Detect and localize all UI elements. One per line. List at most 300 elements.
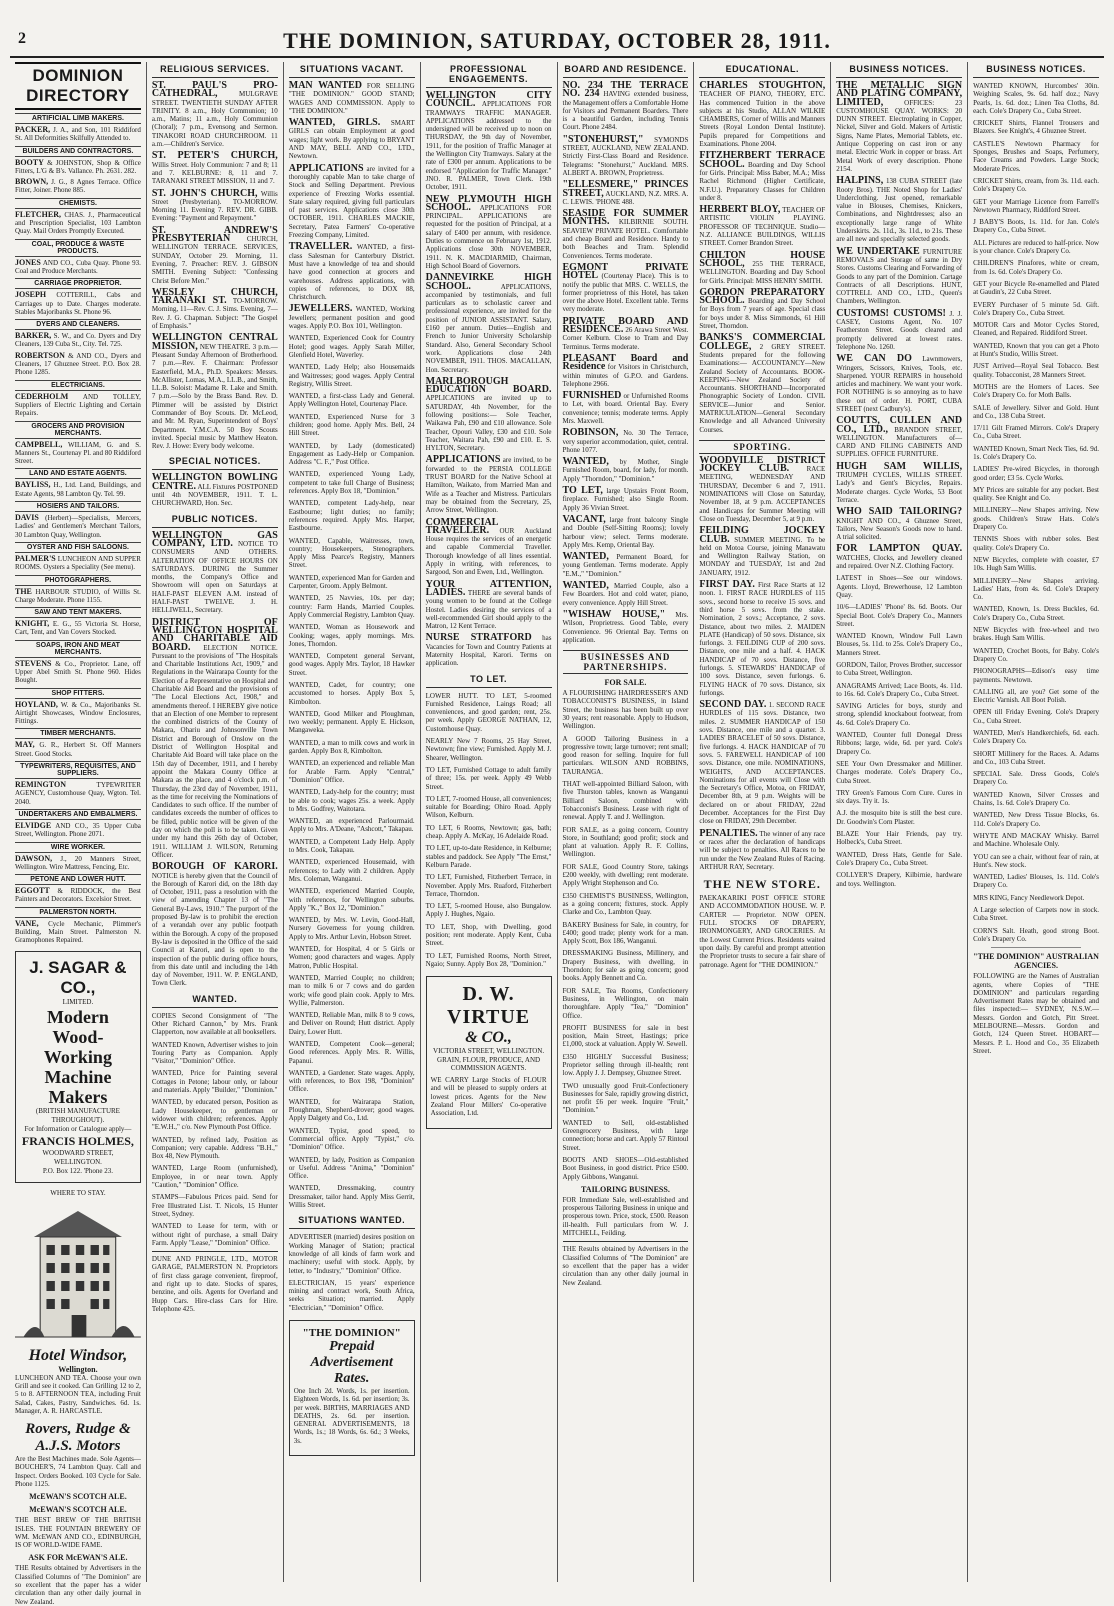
situation-wanted-item: WANTED, Competent Cook—general; Good references. Apply Mrs. R. Willis, Papanui.	[288, 1039, 415, 1065]
situation-lead: TRAVELLER.	[288, 241, 353, 253]
situation-text: WANTED, a first-class Salesman for Canterbury District. Must have a knowledge of tea and should have good connection at grocers and warehouses. Address applications, with copies of references, to DOX 88, Christchurch.	[288, 243, 415, 302]
situation-wanted-item: WANTED, Experienced Cook for Country Hotel; good wages. Apply Sarah Miller, Glenfield Hotel, Waverley.	[288, 334, 415, 359]
sagar-british: (BRITISH MANUFACTURE THROUGHOUT).	[35, 1106, 120, 1124]
business-notice-2-item: ALL Pictures are reduced to half-price. Now is your chance. Cole's Drapery Co.	[973, 238, 1099, 256]
agencies-head: "THE DOMINION" AUSTRALIAN AGENCIES.	[973, 952, 1099, 971]
situation-wanted-item: WANTED, Reliable Man, milk 8 to 9 cows, and Deliver on Round; Hutt district. Apply Dairy, Lower Hutt.	[288, 1011, 415, 1036]
business-notice-2-item: MILLINERY—New Shapes arriving. New goods. Children's Straw Hats. Cole's Drapery Co.	[973, 506, 1099, 532]
situation-lead: WANTED, GIRLS.	[288, 117, 381, 129]
educational-lead: GORDON PREPARATORY SCHOOL.	[699, 286, 826, 307]
situation-wanted-item: WANTED, experienced Young Lady, competent to take full Charge of Business; references. Apply Box 18, "Dominion."	[288, 470, 415, 496]
board-item	[563, 181, 689, 206]
business-text: WATCHES, Clocks, and Jewellery cleaned and repaired. Over N.Z. Clothing Factory.	[836, 553, 963, 571]
business-item	[836, 460, 963, 504]
board-lead: ROBINSON,	[562, 427, 619, 439]
situation-lead: MAN WANTED	[288, 80, 363, 91]
sit-wanted-head: SITUATIONS WANTED.	[289, 1213, 415, 1229]
sport-text: The winner of any race or races after the declaration of handicaps will be subject to penalties. All Races to be run under the New Zealand Rules of Racing. ARTHUR RAY, Secretary.	[699, 829, 826, 871]
professional-item	[425, 578, 552, 631]
educational-text: 255 THE TERRACE, WELLINGTON. Boarding and Day School for Girls. Principal: MISS HENRY SMITH.	[699, 259, 826, 285]
educational-item	[699, 286, 826, 331]
business-lead: WHO SAID TAILORING?	[836, 506, 963, 518]
hotel-ad	[15, 1189, 141, 1415]
directory-entry-name: BAYLISS,	[15, 480, 51, 490]
business-notice-item: COLLYER'S Drapery, Kilbirnie, hardware and toys. Wellington.	[836, 871, 963, 888]
directory-category: SOAPS, IRON AND MEAT MERCHANTS.	[15, 640, 141, 658]
business-notice-2-item: WANTED KNOWN, Hurcombes' 30in. Weighing Scales, 9s. 6d. half doz.; Navy Pearls, 1s. 6d. doz.; Linen Tea Cloths, 8d. each. Cole's Drapery Co., Cuba Street.	[973, 82, 1099, 115]
board-text: by Mother, Single Furnished Room, board, for lady, for month. Apply "Thorndon," "Dominion."	[562, 458, 689, 483]
business-text: J. J. CASEY, Customs Agent, No. 107 Featherston Street. Goods cleared and promptly delivered at lowest rates. Telephone No. 1260.	[836, 309, 963, 351]
business-notice-2-item: NEW Bicycles with free-wheel and two brakes. Hugh Sam Willis.	[973, 626, 1099, 643]
sport-text: RACE MEETING, WEDNESDAY AND THURSDAY, December 6 and 7, 1911. NOMINATIONS will Close on Saturday, November 18, at 9 p.m. ACCEPTANCES and Handicaps for Summer Meeting will Close on Tuesday, December 5, at 9 p.m.	[699, 465, 826, 523]
business-notice-item: WANTED, Dress Hats, Gentle for Sale. Cole's Drapery Co., Cuba Street.	[836, 850, 963, 867]
directory-entry-text: AND CO., Cuba Quay. Phone 93. Coal and Produce Merchants.	[15, 258, 141, 275]
directory-entry	[15, 555, 141, 572]
column-educational	[694, 62, 831, 1582]
directory-entry	[15, 514, 141, 539]
business-notice-2-item: OPEN till Friday Evening. Cole's Drapery Co., Cuba Street.	[973, 708, 1099, 725]
educational-lead: BANKS'S COMMERCIAL COLLEGE,	[699, 332, 826, 352]
board-lead: WANTED,	[562, 456, 609, 468]
column-religious	[147, 62, 284, 1582]
business-head-1: BUSINESS NOTICES.	[836, 62, 962, 78]
board-lead: VACANT,	[562, 513, 606, 525]
business-notice-2-item: J BABY'S Boots, 1s. 11d. for Jan. Cole's Drapery Co., Cuba Street.	[973, 218, 1099, 235]
educational-items	[699, 82, 825, 434]
situation-item	[289, 82, 415, 115]
hotel-where: WHERE TO STAY.	[50, 1188, 106, 1197]
professional-text: APPLICATIONS are invited up to SATURDAY, 4th November, for the following positions:— Sole Teacher, Waikawa Pah, £90 and £10 allowance. Sole Teacher, Opouri Valley, £30 and £10. Sole Teacher, Waitara Pah, £90 and £10. E. S. HYLTON, Secretary.	[425, 394, 552, 453]
business-notice-2-item: SPECIAL Sale. Dress Goods, Cole's Drapery Co.	[973, 770, 1099, 787]
situation-wanted-item: WANTED, experienced Housemaid, with references; to Lady with 2 children. Apply Mrs. Coleman, Wanganui.	[288, 858, 415, 883]
to-let-item: TO LET, Shop, with Dwelling, good position; rent moderate. Apply Kent, Cuba Street.	[425, 922, 552, 948]
educational-text: 2 GREY STREET. Students prepared for the following Examinations:— ACCOUNTANCY—New Zealand Society of Accountants. BOOK-KEEPING—New Zealand Society of Accountants. SHORTHAND—Incorporated Phonographic Society of London. CIVIL SERVICE—Junior and Senior. MATRICULATION—General Secondary Knowledge and all Advanced University Courses.	[699, 342, 826, 434]
board-item	[562, 133, 689, 177]
public-items	[151, 529, 278, 988]
board-text: for Visitors in Christchurch, within minutes of G.P.O. and Gardens. Telephone 2966.	[562, 363, 689, 388]
column-business-1	[831, 62, 968, 1582]
to-let-item: TO LET, 6 Rooms, Newtown; gas, bath; cheap. Apply A. McKay, 16 Adelaide Road.	[425, 823, 552, 841]
business-notice-2-item: WANTED, Known that you can get a Photo at Hunt's Studio, Willis Street.	[973, 341, 1099, 359]
to-let-item: LOWER HUTT. TO LET, 5-roomed Furnished Residence, Laings Road; all conveniences, and good garden; rent, 25s. per week. Apply GEORGE NATHAN, 12, Customhouse Quay.	[425, 691, 552, 733]
board-item	[563, 458, 689, 483]
religious-lead: ST. JOHN'S CHURCH,	[151, 187, 258, 199]
professional-item	[426, 634, 552, 667]
sagar-wood: Wood-Working	[43, 1026, 112, 1067]
directory-entry-name: CEDERHOLM	[15, 391, 69, 401]
religious-lead: ST. ANDREW'S PRESBYTERIAN	[151, 224, 278, 245]
business-item	[836, 245, 963, 306]
directory-entry-text: S. W., and Co. Dyers and Dry Cleaners, 139 Cuba St., City. Tel. 725.	[15, 332, 141, 349]
directory-entry-text: AND TOLLEY, Suppliers of Electric Lighting and Certain Repairs.	[15, 392, 141, 418]
board-lead: EGMONT PRIVATE HOTEL	[562, 261, 689, 282]
sport-text: 1. SECOND RACE HURDLES of 115 sovs. Distance, two miles. 2. SUMMER HANDICAP of 150 sovs. Distance, one mile and a quarter. 3. LADIES' BRACELET of 50 sovs. Distance, five furlongs. 4. HACK HANDICAP of 70 sovs. 5. FAREWELL HANDICAP of 100 sovs. Distance, one mile. NOMINATIONS, WEIGHTS, AND ACCEPTANCES. Nominations for all events will Close with the Secretary's Office, Motoa, on FRIDAY, December 8th, at 9 p.m. Weights will be declared on or about FRIDAY, 22nd December. Acceptances for the First Day close on FRIDAY, 29th December.	[699, 701, 826, 826]
board-item	[563, 429, 689, 454]
sagar-limited: LIMITED.	[62, 997, 94, 1006]
board-text: or Unfurnished Rooms to Let, with board. Oriental Bay. Every convenience; tennis; moderate terms. Apply Mrs. Maxwell.	[562, 392, 689, 425]
directory-category: TIMBER MERCHANTS.	[15, 728, 141, 739]
directory-entry	[15, 660, 141, 685]
directory-category: LAND AND ESTATE AGENTS.	[15, 468, 141, 479]
newspaper-title: THE DOMINION, SATURDAY, OCTOBER 28, 1911.	[283, 28, 831, 53]
business-lead: HALPINS,	[836, 175, 884, 187]
board-item	[563, 210, 689, 260]
directory-entry-text: W. & Co., Majoribanks St. Airtight Showcases, Window Enclosures, Fittings.	[15, 700, 141, 726]
directory-entry	[15, 481, 141, 498]
directory-entry-name: HOYLAND,	[15, 699, 58, 709]
directory-entry-text: & RIDDOCK, the Best Painters and Decorators. Excelsior Street.	[15, 887, 141, 904]
special-lead: WELLINGTON BOWLING CENTRE.	[151, 472, 278, 492]
sit-wanted-items	[289, 1233, 415, 1312]
situations-items	[289, 82, 415, 330]
situation-wanted-item: WANTED, Married Couple; no children; man to milk 6 or 7 cows and do garden work; wife good plain cook. Apply to Mrs. Wyllie, Palmerston.	[288, 973, 415, 1007]
business-item	[836, 82, 962, 173]
board-text: Permanent Board, for young Gentleman. Terms moderate. Apply "E.M.," "Dominion."	[562, 553, 689, 578]
public-lead: WELLINGTON GAS COMPANY, LTD.	[151, 529, 278, 549]
directory-entry-text: G. R., Herbert St. Off Manners Street. Good Stocks.	[15, 741, 141, 758]
educational-item	[699, 82, 825, 148]
sagar-ad	[15, 951, 141, 1183]
directory-category: TYPEWRITERS, REQUISITES, AND SUPPLIERS.	[15, 761, 141, 779]
directory-entry-text: TYPEWRITER AGENCY, Customhouse Quay, Wgton. Tel. 2040.	[15, 781, 141, 806]
business-notice-2-item: CASTLE'S Newtown Pharmacy for Sponges, Brushes and Soaps, Perfumery, Face Creams and Powders. Large Stock; Moderate Prices.	[973, 139, 1099, 173]
biz-item: TWO unusually good Fruit-Confectionery Businesses for Sale, rapidly growing district, net profit £6 per week. Inquire "Fruit," "Dominion."	[562, 1081, 689, 1115]
board-text: No. 30 The Terrace, very superior accommodation, quiet, central. Phone 1077.	[562, 429, 689, 454]
situation-item	[288, 162, 415, 240]
public-item	[151, 616, 278, 860]
board-item	[563, 487, 689, 512]
situation-wanted-item: WANTED, an experienced Parlourmaid. Apply to Mrs. A'Deane, "Ashcott," Takapau.	[288, 817, 415, 834]
hotel-details: LUNCHEON AND TEA. Choose your own Grill and see it cooked. Can Grilling 12 to 2, 5 to 8. AFTERNOON TEA, including Fruit Salad, Cakes, Pastry, Sandwiches. 6d. 1s. Manager, A. R. HARCASTLE.	[15, 1373, 141, 1415]
rates-text: One Inch 2d. Words, 1s. per insertion. Eighteen Words, 1s. 6d. per insertion; 3s. per week. BIRTHS, MARRIAGES AND DEATHS, 2s. 6d. per insertion. GENERAL ADVERTISEMENTS, 18 Words, 1s.; 18 Words, 6s. 6d.; 3 Weeks, 3s.	[293, 1387, 410, 1445]
situation-wanted-item: WANTED, Competent general Servant, good wages. Apply Mrs. Taylor, 18 Hawker Street.	[288, 652, 415, 677]
business-notice-2-item: EVERY Purchaser of 5 minute 5d. Gift. Cole's Drapery Co., Cuba Street.	[973, 300, 1099, 317]
biz-item: BOOTS AND SHOES—Old-established Boot Business, in good district. Price £500. Apply Gibbons, Wanganui.	[562, 1155, 689, 1181]
situation-item	[289, 305, 415, 330]
rates-title: "THE DOMINION"	[302, 1327, 401, 1339]
educational-item	[699, 206, 825, 247]
hotel-city: Wellington.	[58, 1364, 98, 1374]
business-lead: CUSTOMS! CUSTOMS!	[836, 307, 946, 319]
situation-wanted-item: WANTED, Dressmaking, country Dressmaker, tailor hand. Apply Miss Gerrit, Willis Street.	[288, 1184, 415, 1210]
educational-text: TEACHER OF PIANO, THEORY, ETC. Has commenced Tuition in the above subjects at his Studio, ALLAN WILKIE CHAMBERS, Corner of Willis and Manners Streets (Royal London Dental Institute). Pupils prepared for Competitions and Examinations. Phone 2004.	[699, 90, 826, 149]
directory-entry	[15, 352, 141, 377]
board-lead: NO. 234 THE TERRACE NO. 234	[562, 80, 689, 100]
sport-item	[699, 454, 826, 523]
directory-category: CHEMISTS.	[15, 198, 141, 209]
wanted-items	[152, 1012, 278, 1247]
sport-lead: WOODVILLE DISTRICT JOCKEY CLUB.	[699, 454, 826, 475]
tailor-head: TAILORING BUSINESS.	[581, 1184, 670, 1194]
biz-item: WANTED to Sell, old-established Greengrocery Business, with large connection; horse and cart. Apply 57 Rintoul Street.	[562, 1118, 689, 1152]
board-text: HAVING extended business, the Management offers a Comfortable Home for Visitors and Permanent Boarders. There is a beautiful Garden, including Tennis Court. Phone 2484.	[562, 90, 689, 132]
situation-wanted-item: WANTED, for Wairarapa Station, Ploughman, Shepherd-drover; good wages. Apply Dalgety and Co., Ltd.	[288, 1097, 415, 1123]
sagar-address: WOODWARD STREET, WELLINGTON.	[42, 1148, 114, 1166]
business-notice-2-item: WANTED, Ladies' Blouses, 1s. 11d. Cole's Drapery Co.	[973, 873, 1099, 890]
religious-lead: WESLEY CHURCH, TARANAKI ST.	[151, 286, 278, 307]
biz-item: £350 HIGHLY Successful Business; Proprietor selling through ill-health; rent low. Apply J. J. Dempsey, Ghuznee Street.	[562, 1052, 689, 1078]
business-item	[836, 307, 963, 351]
biz-head: BUSINESSES AND PARTNERSHIPS.	[563, 650, 689, 674]
directory-entry	[15, 393, 141, 418]
board-lead: "WISHAW HOUSE,"	[562, 608, 666, 620]
business-text: BRANDON STREET, WELLINGTON. Manufacturers of— CARD AND FILING CABINETS AND SUPPLIES. OFFICE FURNITURE.	[836, 425, 963, 459]
business-lead: THE METALLIC SIGN AND PLATING COMPANY, LIMITED,	[836, 80, 963, 108]
sport-lead: FEILDING JOCKEY CLUB.	[699, 525, 826, 545]
directory-entry-text: COTTERILL, Cabs and Carriages up to Date. Charges moderate. Stables Majoribanks St. Phone 96.	[15, 291, 141, 316]
directory-title: DOMINION DIRECTORY	[15, 62, 141, 110]
business-text: TRIUMPH CYCLES, WILLIS STREET. Lady's and Gent's Bicycles, Repairs. Moderate charges. Cycle Works, 53 Boot Terrace.	[836, 471, 963, 504]
business-notice-item: BLAZE Your Hair Friends, pay try. Holbeck's, Cuba Street.	[836, 830, 963, 847]
board-text: Mrs. Wilson, Proprietress. Good Table, every Convenience. 96 Oriental Bay. Terms on application.	[562, 610, 689, 644]
hotel-illustration	[15, 1197, 141, 1347]
business-item	[836, 417, 962, 458]
directory-category: COAL, PRODUCE & WASTE PRODUCTS.	[15, 239, 141, 257]
public-lead: DISTRICT OF WELLINGTON HOSPITAL AND CHARITABLE AID BOARD.	[151, 616, 278, 653]
business-notice-2-item: WANTED, New Dress Tissue Blocks, 6s. 11d. Cole's Drapery Co.	[973, 811, 1099, 828]
situation-wanted-item: WANTED, competent Lady-help, near Eastbourne; light duties; no family; references required. Apply Mrs. Harper, Eastbourne.	[288, 499, 415, 533]
business-notice-2-item: WANTED Known, Silver Crosses and Chains, 1s. 6d. Cole's Drapery Co.	[973, 790, 1099, 808]
directory-entry-name: EGGOTT	[15, 886, 50, 896]
business-notice-2-item: MOTOR Cars and Motor Cycles Stored, Cleaned, and Repaired. Riddiford Street.	[973, 321, 1099, 338]
situation-wanted-item: WANTED, a man to milk cows and work in garden. Apply Box 8, Kimbolton.	[288, 738, 415, 756]
educational-item	[699, 152, 825, 202]
business-notice-2-item: LADIES' Pre-wired Bicycles, in thorough good order; £3 5s. Cycle Works.	[973, 465, 1099, 482]
sport-item	[699, 827, 826, 871]
situation-item	[289, 119, 415, 160]
board-item	[563, 582, 689, 607]
mcewan-text: THE BEST BREW OF THE BRITISH ISLES. THE FOUNTAIN BREWERY OF WM. McEWAN AND CO., EDINBURGH, IS OF WORLD-WIDE FAME.	[15, 1516, 141, 1550]
to-let-item: TO LET, 7-roomed House, all conveniences; suitable for Boarding; Ohiro Road. Apply Wilson, Kelburn.	[425, 794, 552, 820]
biz-item: A GOOD Tailoring Business in a progressive town; large turnover; rent small; good reason for selling. Inquire for full particulars. WILSON AND ROBBINS, TAURANGA.	[562, 734, 689, 776]
board-lead: "STONEHURST,"	[562, 133, 644, 145]
columns	[10, 62, 1104, 1606]
sport-lead: FIRST DAY.	[699, 579, 755, 591]
directory-entry	[15, 159, 141, 176]
board-lead: WANTED,	[562, 551, 609, 563]
directory-category: PALMERSTON NORTH.	[15, 907, 141, 918]
public-head: PUBLIC NOTICES.	[152, 512, 278, 528]
educational-head: EDUCATIONAL.	[699, 62, 825, 78]
directory-entry	[15, 211, 141, 236]
rovers-text: Are the Best Machines made. Sole Agents—BOUCHER'S, 74 Lambton Quay. Call and Inspect. Orders Booked. 103 Cycle for Sale. Phone 1125.	[15, 1455, 141, 1488]
business-notice-item: TRY Green's Famous Corn Cure. Cures in six days. Try it. 1s.	[836, 788, 963, 806]
board-text: Married Couple, also a Few Boarders. Hot and cold water, piano, every convenience. Apply Hill Street.	[562, 582, 689, 607]
business-notice-2-item: WANTED Known, Smart Neck Ties, 6d. 9d. 1s. Cole's Drapery Co.	[973, 444, 1099, 461]
tailor-text: FOR Immediate Sale, well-established and prosperous Tailoring Business in unique and prosperous town. Price, stock, £500. Reason ill-health. Full particulars from W. J. MITCHELL, Feilding.	[562, 1195, 689, 1238]
educational-item	[699, 249, 826, 285]
masthead-rule	[10, 56, 1104, 58]
business-notice-2-item: WANTED, Known, 1s. Dress Buckles, 6d. Cole's Drapery Co., Cuba Street.	[973, 605, 1099, 622]
professional-lead: MARLBOROUGH EDUCATION BOARD.	[425, 375, 552, 396]
situation-lead: JEWELLERS.	[288, 303, 353, 315]
educational-lead: CHARLES STOUGHTON,	[699, 80, 826, 91]
mcewan-line1: McEWAN'S SCOTCH ALE.	[29, 1492, 127, 1502]
directory-entry-text: (Herbert)—Specialists, Mercers, Ladies' and Gentlemen's Merchant Tailors, 30 Lambton Quay, Wellington.	[15, 514, 141, 539]
directory-entry-text: HARBOUR STUDIO, of Willis St. Charge Moderate. Phone 1155.	[15, 587, 141, 604]
board-lead: TO LET,	[562, 485, 603, 497]
rovers-title: Rovers, Rudge &	[25, 1421, 131, 1438]
situation-text: WANTED, Working Jewellers; permanent position and good wages. Apply P.O. Box 101, Wellington.	[288, 305, 415, 331]
religious-item	[152, 82, 278, 148]
business-item	[836, 355, 962, 413]
business-notice-2-item: CHILDREN'S Pinafores, white or cream, from 1s. 6d. Cole's Drapery Co.	[973, 259, 1099, 276]
professional-item	[426, 456, 552, 514]
directory-entry-name: ROBERTSON	[15, 350, 65, 360]
biz-sub: FOR SALE.	[604, 678, 647, 688]
public-item	[151, 529, 278, 615]
directory-entry	[15, 588, 141, 605]
board-lead: "ELLESMERE," PRINCES STREET,	[562, 179, 689, 199]
wanted-item: WANTED, by refined lady, Position as Companion; very capable. Address "B.H.," Box 48, New Plymouth.	[151, 1135, 278, 1161]
special-items	[152, 474, 278, 507]
business-lead: WE CAN DO	[836, 353, 912, 365]
virtue-co: & CO.,	[465, 1029, 512, 1047]
situation-wanted-item: WANTED, an experienced and reliable Man for Arable Farm. Apply "Central," "Dominion" Office.	[288, 759, 415, 784]
directory-entry-name: REMINGTON	[15, 780, 66, 790]
business-notice-2-item: SALE of Jewellery. Silver and Gold. Hunt and Co., 138 Cuba Street.	[973, 403, 1099, 420]
religious-item	[152, 152, 278, 185]
educational-text: Boarding and Day School for Girls. Principal: Miss Baber, M.A.; Miss Rachel Richmond (Higher Certificate, N.F.U.). Preparatory Classes for Children under 8.	[699, 160, 826, 202]
situation-text: FOR SELLING "THE DOMINION." GOOD STAND; WAGES AND COMMISSION. Apply to "THE DOMINION."	[288, 82, 415, 115]
situation-wanted-item: WANTED, a Gardener. State wages. Apply, with references, to Box 198, "Dominion" Office.	[288, 1068, 415, 1094]
situation-wanted-item: WANTED, Typist, good speed, to Commercial office. Apply "Typist," c/o. "Dominion" Office.	[288, 1126, 415, 1152]
business-notice-2-item: TENNIS Shoes with rubber soles. Best quality. Cole's Drapery Co.	[973, 535, 1099, 552]
to-let-items	[426, 692, 552, 969]
to-let-item: TO LET, Furnished Rooms, North Street, Ngaio; Sunny. Apply Box 28, "Dominion."	[425, 951, 552, 968]
educational-text: TEACHER OF ARTISTIC VIOLIN PLAYING. PROFESSOR OF TECHNIQUE. Studio—N.Z. ALLIANCE BUILDINGS, WILLIS STREET. Corner Brandon Street.	[699, 206, 826, 248]
educational-lead: FITZHERBERT TERRACE SCHOOL.	[699, 150, 826, 170]
professional-item	[425, 375, 552, 453]
public-lead: BOROUGH OF KARORI.	[151, 861, 278, 873]
sport-item	[699, 527, 825, 577]
wanted-head: WANTED.	[152, 992, 278, 1008]
store-head: THE NEW STORE.	[703, 877, 821, 892]
directory-entry-name: JOSEPH	[15, 290, 47, 300]
business-head-2: BUSINESS NOTICES.	[973, 62, 1099, 78]
religious-text: Willis Street. Holy Communion: 7 and 8; 11 and 7. KELBURNE: 8, 11 and 7. TARANAKI STREET MISSION, 11 and 7.	[151, 160, 278, 186]
professional-head: PROFESSIONAL ENGAGEMENTS.	[426, 62, 552, 88]
religious-text: Willis Street (Presbyterian). TO-MORROW. Morning 11. Evening 7. REV. DR. GIBB. Evening: "Payment and Repayment."	[151, 189, 278, 223]
directory-entry-name: BOOTY	[15, 157, 44, 167]
sagar-modern: Modern	[46, 1006, 109, 1027]
directory-entry-name: ELVIDGE	[15, 820, 52, 830]
business-notice-2-item: WHYTE AND MACKAY Whisky. Barrel and Machine. Wholesale Only.	[973, 831, 1099, 849]
to-let-item: TO LET, Furnished Cottage to adult family of three; 15s. per week. Apply 49 Webb Street.	[425, 765, 552, 791]
directory-entry	[15, 822, 141, 839]
hotel-name: Hotel Windsor,	[28, 1346, 128, 1364]
directory-entry-name: CAMPBELL,	[15, 439, 63, 449]
situation-item	[289, 243, 415, 301]
board-items	[563, 82, 689, 644]
rovers-sub: A.J.S. Motors	[35, 1438, 121, 1455]
sport-item	[699, 581, 825, 697]
business-notice-2-item: WANTED, Men's Handkerchiefs, 6d. each. Cole's Drapery Co.	[973, 729, 1099, 746]
directory-entry-name: DAWSON,	[15, 853, 53, 863]
directory-entry	[15, 620, 141, 637]
board-item	[562, 261, 689, 314]
situation-text: are invited for a thoroughly capable Man to take charge of Stock and Selling Department. Previous experience of Freezing Works essential. State salary required, giving full particulars of past services. Applications close 30th OCTOBER, 1911. CHARLES MACKIE, Secretary, Patea Farmers' Co-operative Freezing Company, Limited.	[288, 164, 415, 240]
biz-item: FOR SALE, as a going concern, Country Store, in Southland; good profit; stock and plant at valuation. Apply R. F. Collins, Wellington.	[562, 825, 689, 859]
directory-entry-text: J. G., 8 Agnes Terrace. Office Fitter, Joiner. Phone 885.	[15, 178, 141, 195]
business-notice-2-item: 17/11 Gilt Framed Mirrors. Cole's Drapery Co., Cuba Street.	[973, 424, 1099, 441]
board-lead: SEASIDE FOR SUMMER MONTHS.	[562, 208, 689, 228]
religious-text: CHURCH, WELLINGTON TERRACE. SERVICES, SUNDAY, October 29. Morning, 11. Evening, 7. Preacher: REV. J. GIBSON SMITH. Evening Subject: "Confessing Christ Before Men."	[151, 235, 278, 285]
directory-category: BUILDERS AND CONTRACTORS.	[15, 146, 141, 157]
directory-entry	[15, 781, 141, 806]
business-items-1	[836, 82, 962, 570]
religious-text: MULGRAVE STREET. TWENTIETH SUNDAY AFTER TRINITY. 8 a.m., Holy Communion; 10 a.m., Matins; 11 a.m., Holy Communion (Choral); 7 p.m., Evensong and Sermon. TINAKORI ROAD CHURCHROOM. 11 a.m.—Children's Service.	[151, 90, 278, 149]
business-text: KNIGHT AND CO., 4 Ghuznee Street, Tailors, New Season's Goods now to hand. A trial solicited.	[836, 516, 963, 542]
business-notice-2-item: CORN'S Salt. Heath, good strong Boot. Cole's Drapery Co.	[973, 926, 1099, 943]
biz-item: THAT well-appointed Billiard Saloon, with five Thurston tables, known as Wanganui Billiard Saloon, combined with Tobacconist's Business. Lease with right of renewal. Apply T. and J. Wellington.	[562, 780, 689, 822]
professional-text: has Vacancies for Town and Country Patients at Maternity Hospital, Karori. Terms on application.	[425, 634, 552, 668]
directory-category: HOSIERS AND TAILORS.	[15, 501, 141, 512]
directory-category: SHOP FITTERS.	[15, 688, 141, 699]
situation-text: SMART GIRLS can obtain Employment at good wages; light work. By applying to BRYANT AND MAY, BELL AND CO., LTD., Newtown.	[288, 119, 415, 161]
directory-entry-text: H., Ltd. Land, Buildings, and Estate Agents, 98 Lambton Qy. Tel. 99.	[15, 481, 141, 498]
wanted-item: WANTED to Lease for term, with or without right of purchase, a small Dairy Farm. Apply "Lease," "Dominion" Office.	[151, 1222, 278, 1247]
business-notice-item: A.J. the mosquito bite is still the best cure. Dr. Goodwin's Corn Plaster.	[836, 809, 963, 826]
board-item	[562, 352, 689, 388]
directory-entry-name: JONES	[15, 257, 41, 267]
agencies-text: FOLLOWING are the Names of Australian agents, where Copies of "THE DOMINION" and particulars regarding Advertisement Rates may be obtained and files inspected:— SYDNEY, N.S.W.—Messrs. Gordon and Gotch, Pitt Street. MELBOURNE—Messrs. Gordon and Gotch, 124 Queen Street. HOBART—Messrs. P. L. Hood and Co., 35 Elizabeth Street.	[973, 972, 1099, 1055]
board-head: BOARD AND RESIDENCE.	[563, 62, 689, 78]
professional-lead: DANNEVIRKE HIGH SCHOOL.	[425, 272, 552, 292]
directory-entry-name: VANE,	[15, 918, 39, 928]
sagar-agent: FRANCIS HOLMES,	[21, 1133, 134, 1148]
professional-text: APPLICATIONS, accompanied by testimonials, and full particulars as to scholastic career and professional experience, are invited for the position of JUNIOR ASSISTANT. Salary, £160 per annum. Duties—English and French to Junior University Scholarship Standard. Also, General Secondary School work. Applications close 24th NOVEMBER, 1911. THOS. MACALLAN, Hon. Secretary.	[425, 282, 552, 374]
sit-wanted-item: ELECTRICIAN, 15 years' experience mining and contract work, South Africa, seeks Situation; married. Apply "Electrician," "Dominion" Office.	[288, 1278, 415, 1312]
column-board	[558, 62, 695, 1582]
directory-entry	[15, 332, 141, 349]
to-let-head: TO LET.	[426, 672, 552, 688]
business-notice-item: SAVING Articles for boys, sturdy and strong, splendid knockabout footwear, from 4s. 6d. Cole's Drapery Co.	[836, 702, 963, 727]
directory-entry-name: STEVENS	[15, 658, 52, 668]
professional-item	[425, 193, 552, 271]
directory-entry-name: PALMER'S	[15, 553, 56, 563]
religious-text: TO-MORROW. Morning, 11—Rev. C. J. Sims. Evening, 7—Rev. J. G. Chapman. Subject: "The Gospel of Emphasis."	[151, 297, 278, 331]
business-notice-item: GORDON, Tailor, Proves Brother, successor to Cuba Street, Wellington.	[836, 661, 963, 678]
business-notice-2-item: MOTHS are the Homers of Laces. See Cole's Drapery Co. for Moth Balls.	[973, 382, 1099, 400]
page-number: 2	[18, 30, 26, 47]
directory-category: ELECTRICIANS.	[15, 380, 141, 391]
column-business-2	[968, 62, 1104, 1582]
business-notice-2-item: MY Prices are suitable for any pocket. Best quality. See Knight and Co.	[973, 485, 1099, 503]
board-text: (Courtenay Place). This is to notify the public that MRS. C. WELLS, the former proprietress of this Hotel, has taken over the above Hotel. Excellent table. Terms very moderate.	[562, 272, 689, 314]
biz-item: FOR SALE, Good Country Store, takings £200 weekly, with dwelling; rent moderate. Apply Wright Stephenson and Co.	[562, 862, 689, 888]
sport-items	[699, 454, 826, 871]
educational-lead: HERBERT BLOY,	[699, 204, 781, 216]
professional-text: are invited, to be forwarded to the PERSIA COLLEGE TRUST BOARD for the Native School at Hamilton, Waikato, from Married Man and Wife as a Teacher and Mistress. Particulars may be obtained from the Secretary, 25, Arrow Street, Wellington.	[425, 456, 552, 515]
directory-entry	[15, 126, 141, 143]
masthead	[0, 0, 1114, 54]
directory-entry-name: PACKER,	[15, 125, 51, 134]
board-item	[563, 82, 689, 132]
business-notice-2-item: CALLING all, are you? Get some of the Electric Varnish. All Boot Polish.	[973, 687, 1099, 705]
religious-item	[152, 334, 278, 450]
business-item	[836, 545, 962, 570]
directory-entry-name: KNIGHT,	[15, 619, 50, 629]
directory-entry-name: MAY,	[15, 740, 35, 750]
situation-wanted-item: WANTED, by Lady (domesticated) Engagement as Lady-Help or Companion. Address "C. F.," Post Office.	[288, 441, 415, 467]
business-text: 138 CUBA STREET (late Rooty Bros). THE Noted Shop for Ladies' Underclothing. Just opened, remarkable value in Blouses, Chemises, Knickers, Combinations, and Nightdresses; also an exceptionally large range of White Underskirts. 2s. 11d., 3s. 11d., to 21s. These are all new and specially selected goods.	[836, 177, 963, 244]
professional-item	[426, 92, 552, 192]
business-notice-item: LATEST in Shoes—See our windows. Agents. Lloyd, Brewerhouse, 12 Lambton Quay.	[836, 574, 963, 599]
board-item	[562, 513, 689, 549]
sport-lead: PENALTIES.	[699, 827, 758, 839]
wanted-item: COPIES Second Consignment of "The Other Richard Cannon," by Mrs. Frank Clapperton, now available at all booksellers.	[151, 1011, 278, 1037]
